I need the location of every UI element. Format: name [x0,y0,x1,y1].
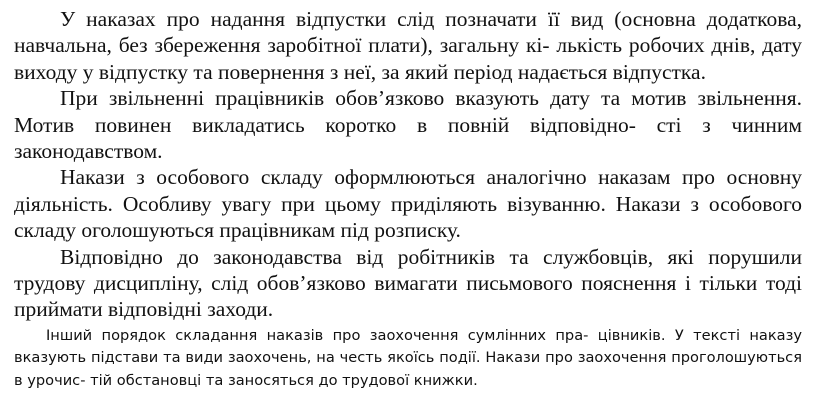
document-page [14,6,802,392]
paragraph-personnel-orders: Накази з особового складу оформлюються аналогічно наказам про основну діяльність. Особливу увагу при цьому приділяють візуванню. Накази з особового складу оголошуються працівникам під розписку. [14,165,802,243]
paragraph-rewards: Інший порядок складання наказів про заохочення сумлінних пра- цівників. У тексті наказу вказують підстави та види заохочень, на честь якоїсь події. Накази про заохочення проголошуються в урочис- тій обстановці та заносяться до трудової книжки. [14,326,802,389]
paragraph-vacation-orders: У наказах про надання відпустки слід позначати її вид (основна додаткова, навчальна, без збереження заробітної плати), загальну кі- лькість робочих днів, дату виходу у відпустку та повернення з неї, за який період надається відпустка. [14,7,802,84]
paragraph-dismissal: При звільненні працівників обов’язково вказують дату та мотив звільнення. Мотив повинен викладатись коротко в повній відповідно- сті з чинним законодавством. [14,86,802,164]
paragraph-discipline: Відповідно до законодавства від робітників та службовців, які порушили трудову дисципліну, слід обов’язково вимагати письмового пояснення і тільки тоді приймати відповідні заходи. [14,244,802,322]
